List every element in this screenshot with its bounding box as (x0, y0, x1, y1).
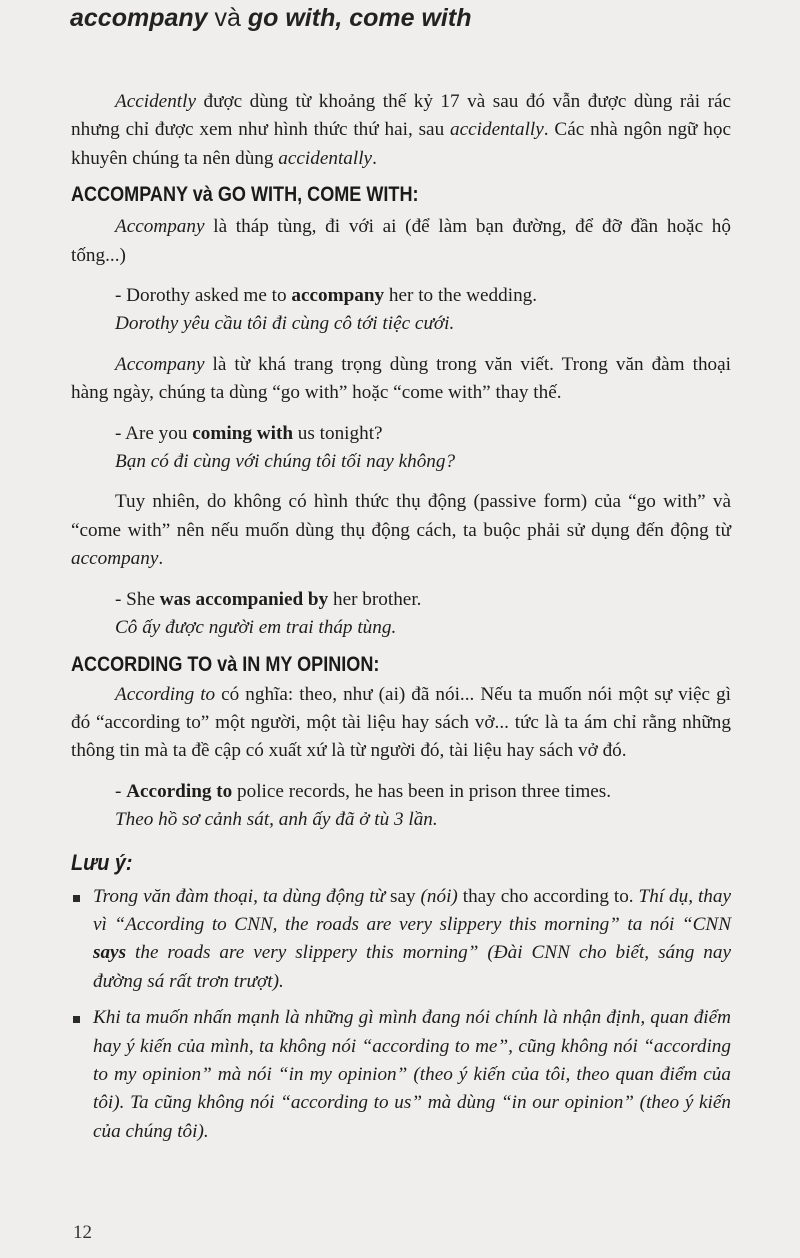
term-accidentally: accidentally (450, 119, 544, 141)
example-keyword: According to (126, 780, 233, 802)
translation-text: Theo hồ sơ cảnh sát, anh ấy đã ở tù 3 lần. (115, 809, 438, 831)
example-text: - Dorothy asked me to (115, 285, 292, 307)
page-content (71, 88, 731, 1146)
heading-text: IN MY OPINION: (237, 652, 380, 676)
body-text: là tháp tùng, đi với ai (để làm bạn đường, để đỡ đần hoặc hộ tống...) (71, 216, 731, 266)
term: According to (115, 683, 216, 705)
example-keyword: coming with (192, 422, 293, 444)
list-item (71, 1004, 731, 1146)
example-text: - (115, 780, 127, 802)
example-keyword: accompany (291, 285, 385, 307)
example-translation (71, 806, 731, 834)
accompany-usage-paragraph (71, 351, 731, 408)
body-text: là từ khá trang trọng dùng trong văn viết. Trong văn đàm thoại hàng ngày, chúng ta dùng “go with” hoặc “come with” thay thế. (71, 353, 731, 404)
square-bullet-icon (73, 895, 80, 902)
heading-text: GO WITH, COME WITH: (212, 183, 419, 207)
body-text: . (158, 548, 164, 570)
note-text: the roads are very slippery this morning” (Đài CNN cho biết, sáng nay đường sá rất trơn trượt). (93, 942, 731, 992)
example-keyword: was accompanied by (159, 588, 329, 610)
example-text: her brother. (328, 588, 422, 610)
header-word-go-with: go with, come with (247, 4, 472, 32)
term: accompany (71, 548, 159, 570)
translation-text: Dorothy yêu cầu tôi đi cùng cô tới tiệc cưới. (115, 313, 455, 335)
example-sentence (71, 586, 731, 614)
square-bullet-icon (73, 1016, 80, 1023)
example-text: - She (115, 588, 160, 610)
running-header (70, 4, 471, 33)
section-heading-accompany (71, 181, 639, 209)
intro-text: . Các nhà ngôn ngữ học khuyên chúng ta nên dùng (71, 119, 731, 169)
note-text: say (390, 885, 416, 907)
list-item (71, 883, 731, 997)
intro-text: . (372, 147, 377, 169)
section-heading-according-to (71, 651, 639, 679)
intro-paragraph (71, 88, 731, 173)
heading-text: ACCORDING TO (71, 652, 218, 676)
heading-va: và (217, 652, 238, 676)
example-sentence (71, 282, 731, 310)
example-sentence (71, 778, 731, 806)
example-translation (71, 614, 731, 642)
term: Accompany (115, 353, 205, 375)
accompany-definition (71, 213, 731, 270)
example-text: us tonight? (293, 422, 383, 444)
translation-text: Bạn có đi cùng với chúng tôi tối nay không? (115, 451, 456, 473)
header-word-accompany: accompany (70, 4, 208, 32)
note-list (71, 883, 731, 1147)
body-text: Tuy nhiên, do không có hình thức thụ động (passive form) của “go with” và “come with” nên nếu muốn dùng thụ động cách, ta buộc phải sử dụng đến động từ (71, 491, 731, 541)
example-translation (71, 448, 731, 476)
example-text: her to the wedding. (384, 285, 538, 307)
note-text: Thí dụ, thay vì “According to CNN, the roads are very slippery this morning” ta nói “CNN (93, 885, 731, 935)
note-text: (nói) (415, 885, 463, 907)
heading-va: và (192, 183, 213, 207)
term-accidently: Accidently (115, 91, 196, 112)
note-text: Khi ta muốn nhấn mạnh là những gì mình đang nói chính là nhận định, quan điểm hay ý kiến của mình, ta không nói “according to me”, cũng không nói “according to my opinion” mà nói “in my opinion” (theo ý kiến của tôi, theo quan điểm của tôi). Ta cũng không nói “according to us” mà dùng “in our opinion” (theo ý kiến của chúng tôi). (93, 1007, 731, 1142)
note-keyword: says (93, 942, 127, 964)
according-to-definition (71, 681, 731, 766)
example-text: police records, he has been in prison three times. (232, 780, 612, 802)
term-accidentally: accidentally (278, 147, 373, 169)
note-text: Trong văn đàm thoại, ta dùng động từ (93, 885, 390, 907)
example-sentence (71, 420, 731, 448)
body-text: có nghĩa: theo, như (ai) đã nói... Nếu ta muốn nói một sự việc gì đó “according to” một người, một tài liệu hay sách vở... tức là ta ám chỉ rằng những thông tin mà ta đề cập có xuất xứ là từ người đó, tài liệu hay sách vở đó. (71, 683, 731, 762)
heading-text: ACCOMPANY (71, 183, 193, 207)
translation-text: Cô ấy được người em trai tháp tùng. (115, 617, 397, 639)
page-number: 12 (73, 1222, 92, 1243)
intro-text: được dùng từ khoảng thế kỷ 17 và sau đó vẫn được dùng rải rác nhưng chỉ được xem như hình thức thứ hai, sau (71, 91, 731, 141)
note-title: Lưu ý: (71, 849, 133, 875)
example-text: - Are you (115, 422, 193, 444)
term: Accompany (115, 216, 205, 238)
passive-form-paragraph (71, 488, 731, 573)
note-text: thay cho according to. (462, 885, 634, 907)
header-connector: và (207, 4, 248, 32)
example-translation (71, 310, 731, 338)
